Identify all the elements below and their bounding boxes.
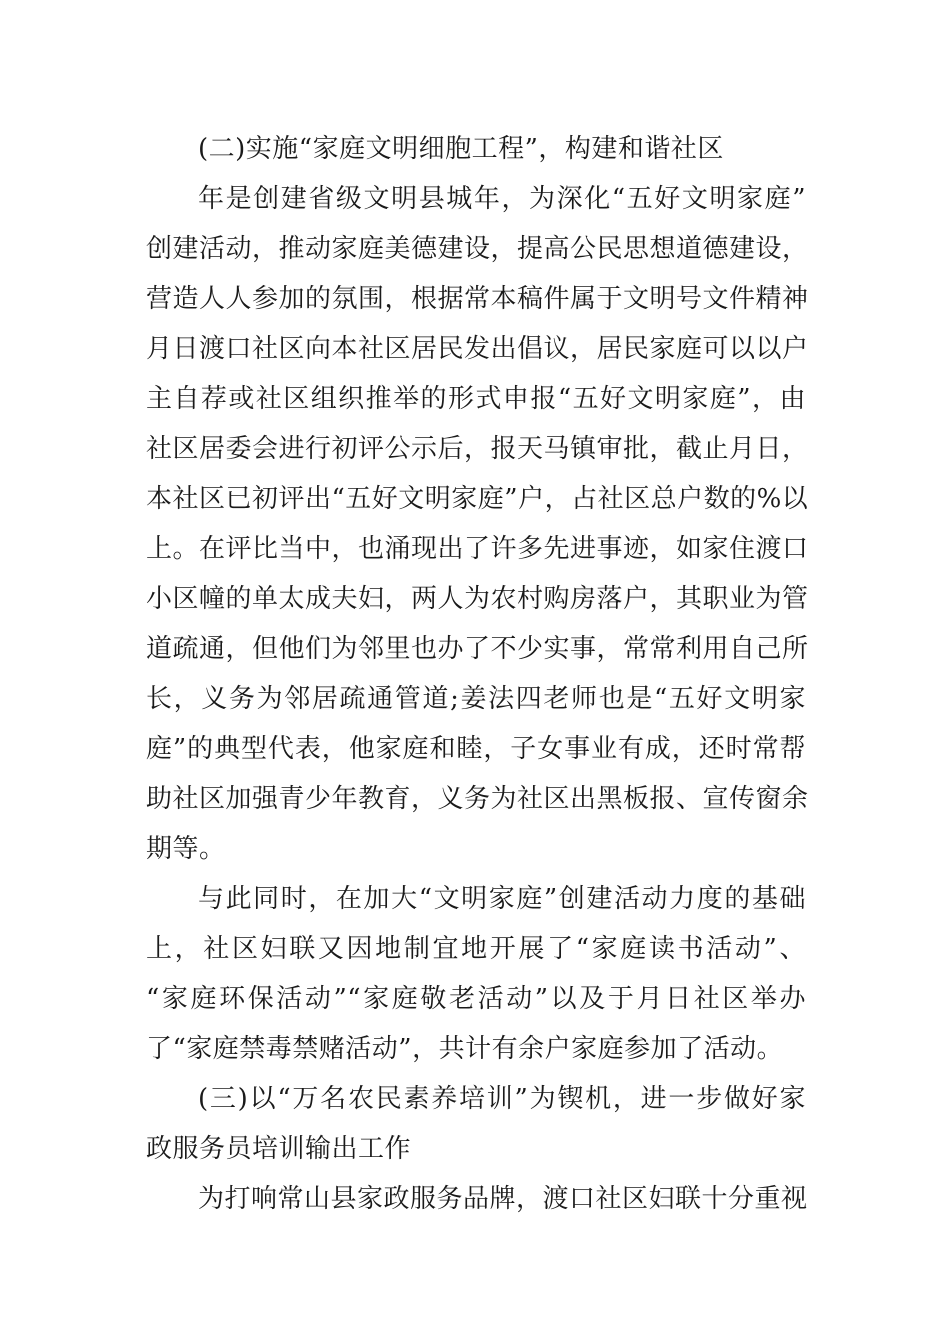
section-heading-3-continued: 政服务员培训输出工作 xyxy=(146,1134,412,1164)
paragraph-line: 了“家庭禁毒禁赌活动”，共计有余户家庭参加了活动。 xyxy=(146,1034,784,1064)
paragraph-line: 与此同时，在加大“文明家庭”创建活动力度的基础 xyxy=(198,884,806,914)
paragraph-line: “家庭环保活动”“家庭敬老活动”以及于月日社区举办 xyxy=(146,984,806,1014)
paragraph-line: 为打响常山县家政服务品牌，渡口社区妇联十分重视 xyxy=(198,1184,808,1214)
paragraph-line: 庭”的典型代表，他家庭和睦，子女事业有成，还时常帮 xyxy=(146,734,806,764)
section-heading-3: (三)以“万名农民素养培训”为锲机，进一步做好家 xyxy=(198,1084,806,1114)
paragraph-line: 助社区加强青少年教育，义务为社区出黑板报、宣传窗余 xyxy=(146,784,809,814)
paragraph-line: 长，义务为邻居疏通管道;姜法四老师也是“五好文明家 xyxy=(146,684,806,714)
paragraph-line: 年是创建省级文明县城年，为深化“五好文明家庭” xyxy=(198,184,806,214)
paragraph-line: 营造人人参加的氛围，根据常本稿件属于文明号文件精神 xyxy=(146,284,809,314)
section-heading-2: (二)实施“家庭文明细胞工程”，构建和谐社区 xyxy=(198,134,724,164)
paragraph-line: 社区居委会进行初评公示后，报天马镇审批，截止月日， xyxy=(146,434,809,464)
paragraph-line: 上，社区妇联又因地制宜地开展了“家庭读书活动”、 xyxy=(146,934,806,964)
paragraph-line: 主自荐或社区组织推举的形式申报“五好文明家庭”，由 xyxy=(146,384,806,414)
paragraph-line: 上。在评比当中，也涌现出了许多先进事迹，如家住渡口 xyxy=(146,534,809,564)
paragraph-line: 创建活动，推动家庭美德建设，提高公民思想道德建设， xyxy=(146,234,809,264)
paragraph-line: 本社区已初评出“五好文明家庭”户，占社区总户数的%以 xyxy=(146,484,809,514)
paragraph-line: 期等。 xyxy=(146,834,226,864)
paragraph-line: 月日渡口社区向本社区居民发出倡议，居民家庭可以以户 xyxy=(146,334,809,364)
paragraph-line: 小区幢的单太成夫妇，两人为农村购房落户，其职业为管 xyxy=(146,584,809,614)
paragraph-line: 道疏通，但他们为邻里也办了不少实事，常常利用自己所 xyxy=(146,634,809,664)
